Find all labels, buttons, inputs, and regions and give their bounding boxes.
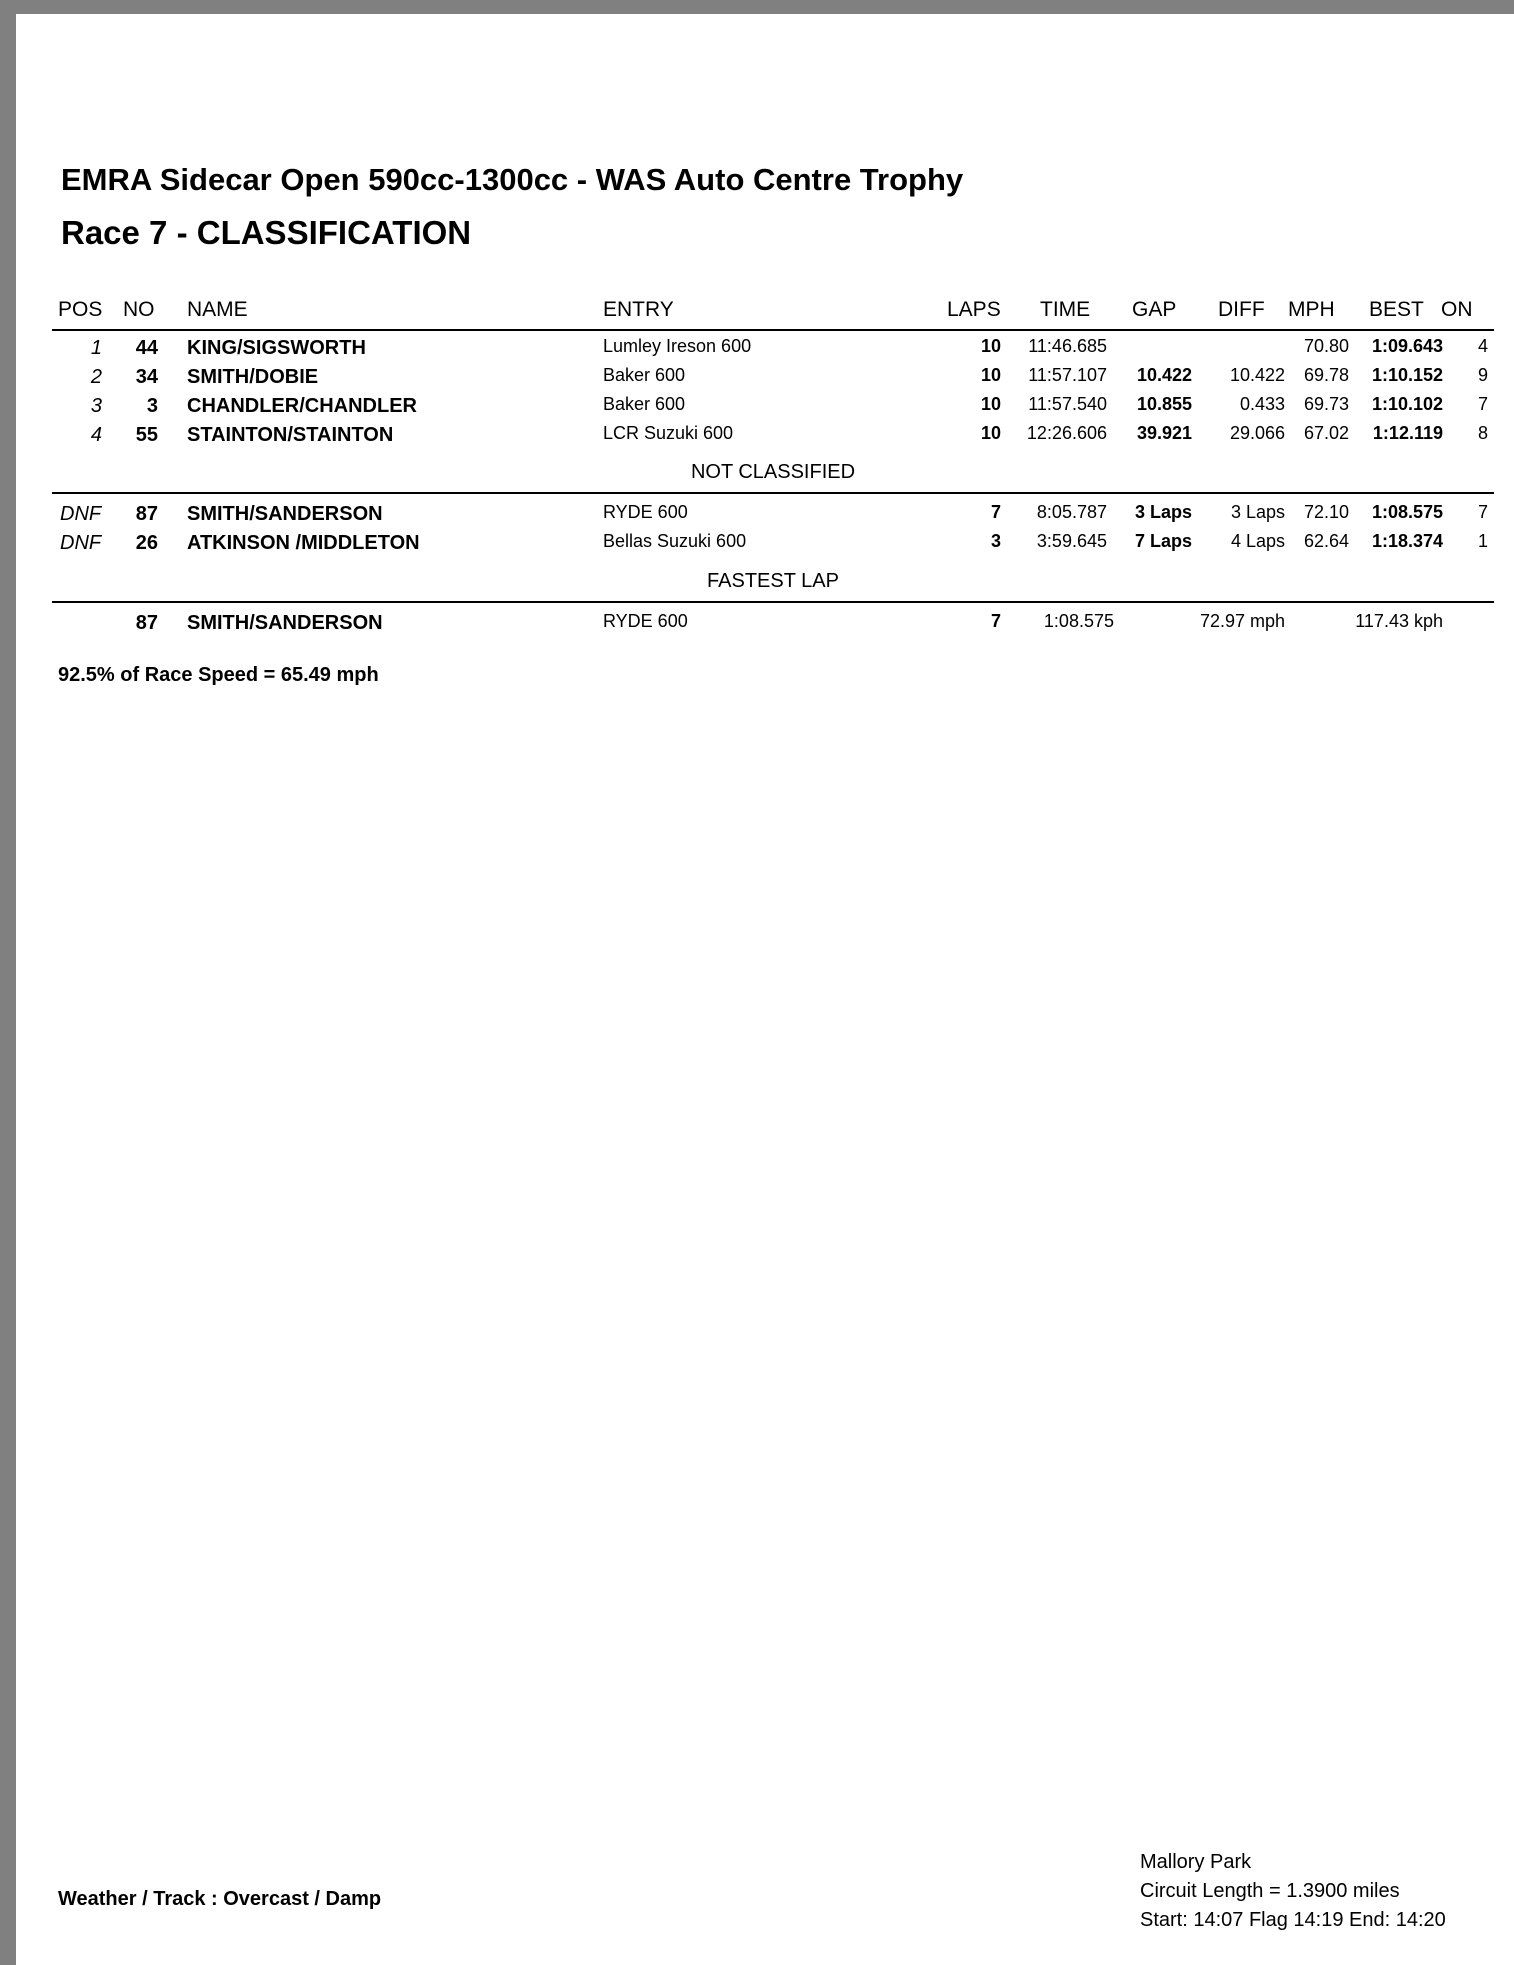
name-cell: CHANDLER/CHANDLER	[187, 395, 417, 417]
diff-cell: 4 Laps	[1230, 531, 1285, 551]
diff-cell: 29.066	[1229, 423, 1285, 443]
best-cell: 1:18.374	[1371, 531, 1443, 551]
gap-cell: 7 Laps	[1134, 531, 1192, 551]
mph-cell: 67.02	[1303, 423, 1349, 443]
time-cell: 11:57.107	[1028, 365, 1107, 385]
mph-cell: 69.73	[1303, 394, 1349, 414]
col-on-header: ON	[1441, 298, 1473, 321]
pos-cell: 1	[90, 337, 102, 359]
on-cell: 1	[1477, 531, 1488, 551]
on-cell: 9	[1477, 365, 1488, 385]
pos-cell: 2	[90, 366, 102, 388]
entry-cell: RYDE 600	[603, 502, 688, 522]
best-cell: 1:12.119	[1372, 423, 1443, 443]
laps-cell: 10	[980, 365, 1001, 385]
fastest-time-cell: 1:08.575	[1043, 611, 1114, 631]
col-entry-header: ENTRY	[603, 298, 674, 321]
no-cell: 87	[135, 612, 158, 634]
name-cell: SMITH/DOBIE	[187, 366, 319, 388]
on-cell: 8	[1477, 423, 1488, 443]
not-classified-heading: NOT CLASSIFIED	[690, 461, 856, 483]
entry-cell: Baker 600	[603, 365, 686, 385]
pos-cell: 4	[90, 424, 102, 446]
laps-cell: 10	[980, 394, 1001, 414]
col-pos-header: POS	[58, 298, 103, 321]
col-no-header: NO	[123, 298, 155, 321]
venue-name: Mallory Park	[1140, 1851, 1252, 1873]
race-times: Start: 14:07 Flag 14:19 End: 14:20	[1140, 1909, 1446, 1931]
no-cell: 34	[135, 366, 158, 388]
pos-cell: DNF	[60, 503, 102, 525]
diff-cell: 0.433	[1239, 394, 1285, 414]
laps-cell: 7	[990, 502, 1001, 522]
no-cell: 26	[135, 532, 158, 554]
entry-cell: Baker 600	[603, 394, 686, 414]
fastest-mph-cell: 72.97 mph	[1199, 611, 1285, 631]
laps-cell: 10	[980, 336, 1001, 356]
laps-cell: 10	[980, 423, 1001, 443]
col-gap-header: GAP	[1132, 298, 1177, 321]
race-speed-note: 92.5% of Race Speed = 65.49 mph	[58, 664, 379, 686]
mph-cell: 69.78	[1303, 365, 1349, 385]
entry-cell: Bellas Suzuki 600	[603, 531, 747, 551]
diff-cell: 10.422	[1229, 365, 1285, 385]
time-cell: 8:05.787	[1036, 502, 1107, 522]
col-time-header: TIME	[1040, 298, 1091, 321]
no-cell: 87	[135, 503, 158, 525]
best-cell: 1:10.152	[1371, 365, 1443, 385]
time-cell: 3:59.645	[1036, 531, 1107, 551]
best-cell: 1:09.643	[1371, 336, 1443, 356]
fastest-lap-heading: FASTEST LAP	[707, 570, 839, 592]
header-divider	[52, 329, 1494, 331]
weather-track-note: Weather / Track : Overcast / Damp	[58, 1888, 382, 1910]
diff-cell: 3 Laps	[1230, 502, 1285, 522]
col-mph-header: MPH	[1288, 298, 1335, 321]
best-cell: 1:10.102	[1371, 394, 1443, 414]
no-cell: 55	[135, 424, 158, 446]
gap-cell: 10.422	[1136, 365, 1192, 385]
name-cell: SMITH/SANDERSON	[187, 503, 383, 525]
pos-cell: DNF	[60, 532, 102, 554]
name-cell: STAINTON/STAINTON	[187, 424, 394, 446]
results-page	[16, 14, 1514, 1965]
mph-cell: 70.80	[1303, 336, 1349, 356]
mph-cell: 72.10	[1303, 502, 1349, 522]
on-cell: 4	[1477, 336, 1488, 356]
gap-cell: 39.921	[1136, 423, 1192, 443]
best-cell: 1:08.575	[1371, 502, 1443, 522]
col-laps-header: LAPS	[947, 298, 1001, 321]
no-cell: 3	[146, 395, 158, 417]
on-cell: 7	[1477, 502, 1488, 522]
page-title: EMRA Sidecar Open 590cc-1300cc - WAS Auto Centre Trophy	[61, 162, 964, 197]
laps-cell: 3	[990, 531, 1001, 551]
mph-cell: 62.64	[1303, 531, 1349, 551]
not-classified-divider	[52, 492, 1494, 494]
page-subtitle: Race 7 - CLASSIFICATION	[61, 214, 472, 251]
lap-cell: 7	[990, 611, 1001, 631]
gap-cell: 10.855	[1136, 394, 1192, 414]
circuit-length: Circuit Length = 1.3900 miles	[1140, 1880, 1400, 1902]
entry-cell: LCR Suzuki 600	[603, 423, 734, 443]
fastest-kph-cell: 117.43 kph	[1355, 611, 1443, 631]
col-best-header: BEST	[1369, 298, 1424, 321]
col-diff-header: DIFF	[1218, 298, 1265, 321]
time-cell: 11:57.540	[1028, 394, 1107, 414]
entry-cell: Lumley Ireson 600	[603, 336, 752, 356]
pos-cell: 3	[90, 395, 102, 417]
name-cell: SMITH/SANDERSON	[187, 612, 383, 634]
col-name-header: NAME	[187, 298, 248, 321]
name-cell: ATKINSON /MIDDLETON	[187, 532, 420, 554]
entry-cell: RYDE 600	[603, 611, 688, 631]
on-cell: 7	[1477, 394, 1488, 414]
no-cell: 44	[135, 337, 158, 359]
time-cell: 11:46.685	[1028, 336, 1107, 356]
fastest-lap-divider	[52, 601, 1494, 603]
name-cell: KING/SIGSWORTH	[187, 337, 366, 359]
gap-cell: 3 Laps	[1134, 502, 1192, 522]
time-cell: 12:26.606	[1026, 423, 1107, 443]
